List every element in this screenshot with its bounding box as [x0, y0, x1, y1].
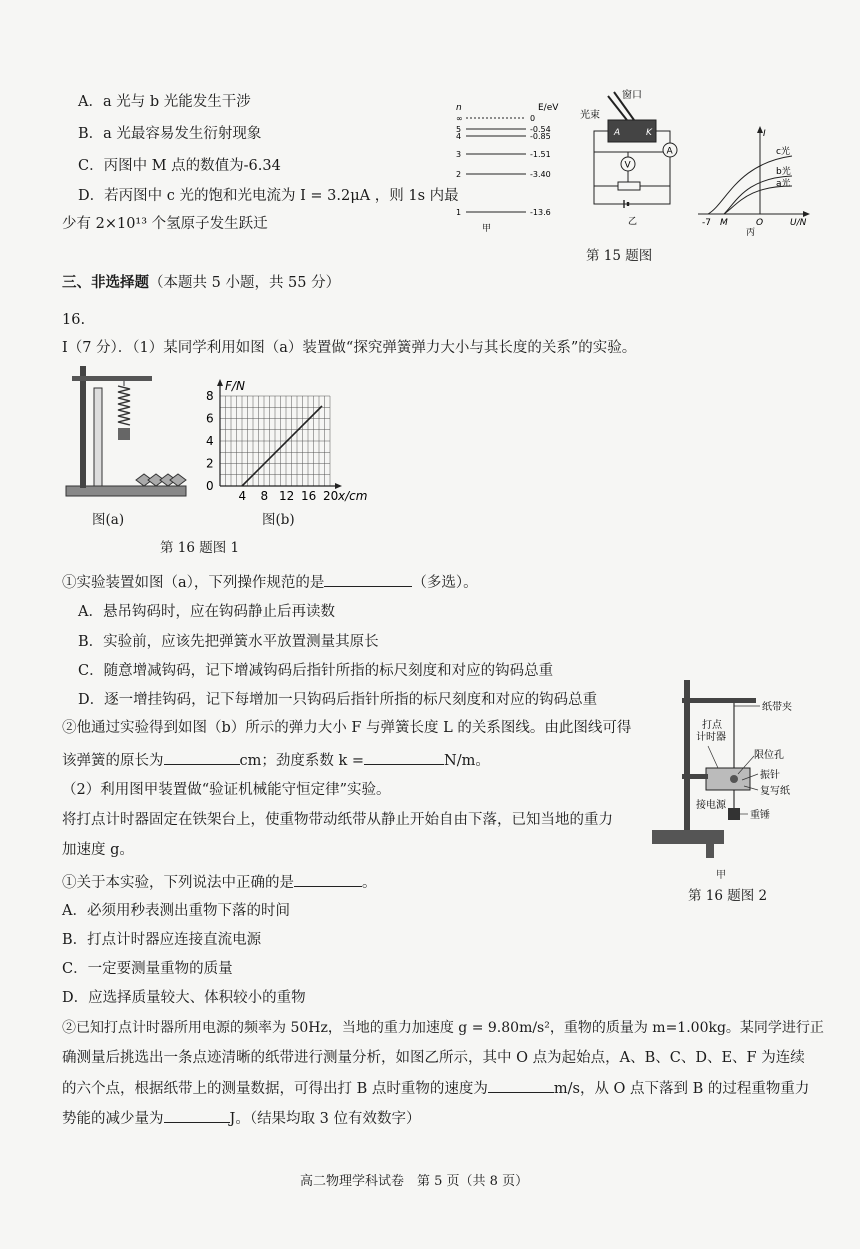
force-line [242, 406, 322, 486]
cathode-label: K [646, 128, 652, 138]
spring-force-graph [196, 378, 376, 502]
timer-label-2: 计时器 [696, 732, 726, 743]
photoelectric-circuit [578, 86, 688, 226]
level-n-label: ∞ [456, 114, 463, 123]
stand-arm [682, 698, 756, 703]
hook-weight [118, 428, 130, 440]
q16-part2-q1 [62, 872, 377, 893]
stand-rod [80, 366, 86, 488]
q16-sub1-option-b: B．实验前，应该先把弹簧水平放置测量其原长 [78, 634, 379, 650]
q15-option-a: A．a 光与 b 光能发生干涉 [78, 94, 251, 110]
fig2-label: 甲 [716, 870, 726, 881]
q16-sub2-line2 [62, 750, 490, 771]
timer-icon [706, 768, 750, 790]
level-energy-label: -3.40 [530, 170, 551, 179]
x-tick-label: 20 [323, 489, 339, 502]
y-tick-label: 4 [206, 434, 214, 448]
y-tick-label: 0 [206, 479, 214, 493]
x-tick-label: 8 [260, 489, 269, 502]
n-header: n [456, 103, 462, 113]
x-tick-label: 16 [301, 489, 317, 502]
minus7-label: -7 [702, 218, 711, 228]
carbon-paper-label: 复写纸 [760, 786, 790, 797]
q16-part2-title: （2）利用图甲装置做“验证机械能守恒定律”实验。 [62, 782, 391, 798]
level-n-label: 3 [456, 150, 462, 159]
limit-hole-label: 限位孔 [754, 750, 784, 761]
q16-number: 16. [62, 312, 86, 328]
origin-label: O [756, 218, 764, 228]
answer-blank[interactable] [488, 1078, 554, 1093]
graph-grid [220, 396, 330, 486]
sub1-question: ①实验装置如图（a），下列操作规范的是 [62, 575, 325, 591]
y-tick-label: 6 [206, 411, 214, 426]
spring-icon [118, 386, 130, 425]
q15-figure-caption: 第 15 题图 [586, 248, 653, 264]
m-point-label: M [720, 218, 728, 228]
weight-label: 重锤 [750, 810, 770, 821]
q16-sub1-option-d: D．逐一增挂钩码，记下每增加一只钩码后指针所指的标尺刻度和对应的钩码总重 [78, 692, 598, 708]
page-footer: 高二物理学科试卷 第 5 页（共 8 页） [300, 1174, 529, 1189]
fig-jia-label: 甲 [482, 224, 492, 234]
curve-a-label: a光 [776, 179, 791, 189]
power-label: 接电源 [696, 800, 726, 811]
x-ticks [239, 489, 339, 502]
q16-sub1-option-a: A．悬吊钩码时，应在钩码静止后再读数 [78, 604, 335, 620]
voltmeter-label: V [624, 160, 631, 171]
p2q1-end: 。 [362, 875, 377, 891]
q16-part2-option-a: A．必须用秒表测出重物下落的时间 [62, 903, 290, 919]
fig2-caption: 第 16 题图 2 [688, 888, 768, 904]
weight-icon [728, 808, 740, 820]
q16-part2-line1: 将打点计时器固定在铁架台上，使重物带动纸带从静止开始自由下落，已知当地的重力 [62, 812, 613, 828]
section-title: 三、非选择题 [62, 274, 149, 291]
q16-sub1-option-c: C．随意增减钩码，记下增减钩码后指针所指的标尺刻度和对应的钩码总重 [78, 663, 554, 679]
weights-group [136, 474, 186, 486]
sub1-tail: （多选）。 [412, 575, 478, 591]
anode-label: A [614, 128, 621, 138]
level-energy-label: -0.54 [530, 125, 551, 134]
y-tick-label: 2 [206, 456, 214, 471]
sub2-k-label: cm；劲度系数 k = [239, 753, 365, 769]
leader-line [708, 746, 718, 768]
q15-option-c: C．丙图中 M 点的数值为-6.34 [78, 158, 281, 174]
x-axis-label: x/cm [338, 489, 368, 502]
timer-label-1: 打点 [702, 720, 722, 731]
sub2-original-length-label: 该弹簧的原长为 [62, 753, 164, 769]
spring-apparatus-figure [62, 362, 192, 502]
i-axis-label: I [763, 129, 766, 139]
answer-blank[interactable] [164, 1108, 230, 1123]
ammeter-label: A [666, 146, 673, 157]
q16-part2-option-c: C．一定要测量重物的质量 [62, 961, 233, 977]
needle-icon [730, 775, 738, 783]
p2q2-energy-prefix: 势能的减少量为 [62, 1111, 164, 1127]
fig1-caption: 第 16 题图 1 [160, 540, 240, 556]
level-energy-label: 0 [530, 114, 536, 123]
section-heading [62, 273, 340, 293]
fig-b-label: 图(b) [262, 512, 295, 528]
table-leg [706, 830, 714, 858]
p2q2-energy-label: m/s，从 O 点下落到 B 的过程重物重力 [553, 1081, 810, 1097]
u-axis-label: U/N [790, 218, 807, 228]
q15-option-b: B．a 光最容易发生衍射现象 [78, 126, 262, 142]
f-axis-arrow-icon [217, 379, 223, 386]
beam-label: 光束 [580, 110, 600, 121]
q16-part2-option-d: D．应选择质量较大、体积较小的重物 [62, 990, 306, 1006]
answer-blank[interactable] [294, 872, 362, 887]
ruler [94, 388, 102, 486]
q16-sub1 [62, 572, 478, 593]
energy-header: E/eV [538, 103, 559, 113]
q16-part2-q2-line1: ②已知打点计时器所用电源的频率为 50Hz，当地的重力加速度 g = 9.80m/s²，重物的质量为 m=1.00kg。某同学进行正 [62, 1020, 824, 1036]
x-tick-label: 12 [279, 489, 295, 502]
section-note: （本题共 5 小题，共 55 分） [149, 275, 341, 291]
energy-levels [456, 114, 551, 217]
stand-arm [72, 376, 152, 381]
q15-option-d-line1: D．若丙图中 c 光的饱和光电流为 I = 3.2μA ，则 1s 内最 [78, 188, 459, 204]
energy-level-diagram [452, 96, 562, 236]
free-fall-apparatus-figure [652, 676, 808, 862]
rheostat-icon [618, 182, 640, 190]
answer-blank[interactable] [324, 572, 412, 587]
photocurrent-graph [696, 124, 812, 236]
window-label: 窗口 [622, 90, 642, 101]
q16-part2-q2-line3 [62, 1078, 809, 1099]
q16-part2-option-b: B．打点计时器应连接直流电源 [62, 932, 262, 948]
fig-yi-label: 乙 [628, 217, 638, 226]
curve-c-label: c光 [776, 147, 790, 157]
clamp [682, 774, 708, 779]
level-n-label: 2 [456, 170, 462, 179]
level-n-label: 4 [456, 132, 462, 141]
curve-b-label: b光 [776, 167, 791, 177]
answer-blank[interactable] [164, 750, 240, 765]
q16-part1-intro: Ⅰ（7 分）．（1）某同学利用如图（a）装置做“探究弹簧弹力大小与其长度的关系”的实验。 [62, 340, 637, 356]
p2q2-speed-label: 的六个点，根据纸带上的测量数据，可得出打 B 点时重物的速度为 [62, 1081, 488, 1097]
q15-option-d-line2: 少有 2×10¹³ 个氢原子发生跃迁 [62, 216, 268, 232]
q16-part2-line2: 加速度 g。 [62, 842, 134, 858]
y-ticks [206, 389, 214, 493]
level-energy-label: -13.6 [530, 208, 551, 217]
fig-a-label: 图(a) [92, 512, 125, 528]
answer-blank[interactable] [364, 750, 444, 765]
level-n-label: 1 [456, 208, 462, 217]
tape-clip-label: 纸带夹 [762, 702, 792, 713]
p2q1-question: ①关于本实验，下列说法中正确的是 [62, 875, 294, 891]
q16-part2-q2-line4 [62, 1108, 421, 1129]
sub2-unit: N/m。 [444, 753, 490, 769]
f-axis-label: F/N [225, 379, 245, 393]
q16-sub2-line1: ②他通过实验得到如图（b）所示的弹力大小 F 与弹簧长度 L 的关系图线。由此图线可得 [62, 720, 632, 736]
x-tick-label: 4 [238, 489, 247, 502]
p2q2-energy-suffix: J。（结果均取 3 位有效数字） [229, 1111, 421, 1127]
curve-a [724, 186, 792, 214]
weight-icon [170, 474, 186, 486]
u-axis-arrow-icon [803, 211, 810, 217]
level-energy-label: -1.51 [530, 150, 551, 159]
level-n-label: 5 [456, 125, 462, 134]
fig-bing-label: 丙 [746, 228, 756, 236]
q16-part2-q2-line2: 确测量后挑选出一条点迹清晰的纸带进行测量分析，如图乙所示，其中 O 点为起始点，A、B、C、D、E、F 为连续 [62, 1050, 805, 1066]
y-tick-label: 8 [206, 389, 214, 403]
needle-label: 振针 [760, 770, 780, 781]
level-energy-label: -0.85 [530, 132, 551, 141]
